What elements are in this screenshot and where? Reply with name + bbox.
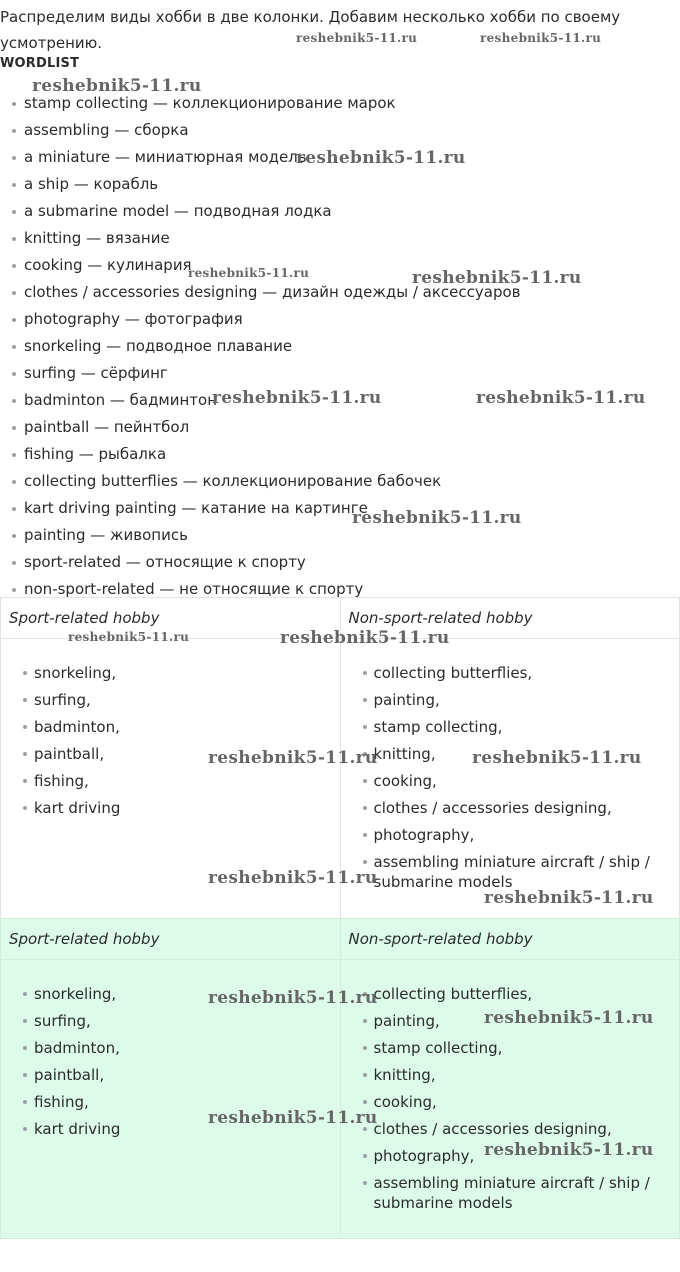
list-item [363, 825, 680, 845]
list-item [23, 690, 340, 710]
bullet-icon [12, 318, 16, 322]
bullet-icon [363, 1154, 367, 1158]
table-header-row [1, 919, 680, 960]
wordlist-item-text: painting — живопись [24, 526, 188, 544]
bullet-icon [12, 588, 16, 592]
hobby-text: paintball, [34, 745, 105, 763]
bullet-icon [363, 1073, 367, 1077]
table-header-row [1, 598, 680, 639]
list-item [23, 771, 340, 791]
table-cell [340, 639, 680, 920]
list-item [363, 663, 680, 683]
watermark: reshebnik5-11.ru [68, 630, 190, 644]
hobby-text: collecting butterflies, [373, 985, 533, 1003]
bullet-icon [363, 1181, 367, 1185]
list-item [23, 1119, 340, 1139]
wordlist-item-text: kart driving painting — катание на картинге [24, 499, 368, 517]
table-cell [1, 639, 341, 920]
sport-list [1, 960, 340, 1139]
sport-list [1, 639, 340, 818]
table-cell [1, 960, 341, 1239]
list-item [12, 441, 521, 468]
table-header-cell [340, 919, 680, 960]
sport-header: Sport-related hobby [9, 609, 160, 627]
list-item [363, 1065, 680, 1085]
bullet-icon [12, 237, 16, 241]
bullet-icon [23, 1127, 27, 1131]
list-item [12, 279, 521, 306]
list-item [12, 360, 521, 387]
list-item [12, 252, 521, 279]
list-item [363, 1011, 680, 1031]
watermark: reshebnik5-11.ru [280, 628, 450, 648]
bullet-icon [12, 102, 16, 106]
wordlist-item-text: a submarine model — подводная лодка [24, 202, 332, 220]
wordlist-item-text: cooking — кулинария [24, 256, 192, 274]
list-item [363, 1092, 680, 1112]
list-item [12, 387, 521, 414]
watermark: reshebnik5-11.ru [484, 1008, 654, 1028]
bullet-icon [12, 561, 16, 565]
list-item [12, 144, 521, 171]
list-item [12, 225, 521, 252]
hobby-text: cooking, [373, 1093, 437, 1111]
hobby-text: stamp collecting, [373, 718, 503, 736]
wordlist-item-text: a miniature — миниатюрная модель [24, 148, 307, 166]
wordlist-item-text: sport-related — относящие к спорту [24, 553, 306, 571]
list-item [23, 717, 340, 737]
watermark: reshebnik5-11.ru [208, 1108, 378, 1128]
hobby-text: badminton, [34, 718, 120, 736]
bullet-icon [12, 345, 16, 349]
wordlist [12, 90, 521, 603]
bullet-icon [363, 1046, 367, 1050]
hobby-text: painting, [373, 1012, 440, 1030]
bullet-icon [23, 752, 27, 756]
list-item [12, 90, 521, 117]
list-item [363, 1146, 680, 1166]
hobby-text: surfing, [34, 691, 91, 709]
bullet-icon [363, 1127, 367, 1131]
list-item [363, 984, 680, 1004]
wordlist-item-text: surfing — сёрфинг [24, 364, 168, 382]
bullet-icon [23, 1100, 27, 1104]
bullet-icon [12, 399, 16, 403]
wordlist-item-text: collecting butterflies — коллекционирование бабочек [24, 472, 442, 490]
list-item [12, 522, 521, 549]
hobby-text: collecting butterflies, [373, 664, 533, 682]
bullet-icon [363, 779, 367, 783]
watermark: reshebnik5-11.ru [472, 748, 642, 768]
list-item [23, 744, 340, 764]
list-item [363, 690, 680, 710]
bullet-icon [12, 129, 16, 133]
list-item [363, 744, 680, 764]
hobby-text: clothes / accessories designing, [373, 799, 612, 817]
list-item [23, 1092, 340, 1112]
bullet-icon [12, 183, 16, 187]
watermark: reshebnik5-11.ru [296, 148, 466, 168]
wordlist-item-text: badminton — бадминтон [24, 391, 218, 409]
bullet-icon [23, 1019, 27, 1023]
watermark: reshebnik5-11.ru [208, 988, 378, 1008]
hobby-text: assembling miniature aircraft / ship / submarine models [373, 853, 650, 891]
bullet-icon [23, 725, 27, 729]
wordlist-item-text: paintball — пейнтбол [24, 418, 190, 436]
intro-text: Распределим виды хобби в две колонки. Добавим несколько хобби по своему усмотрению. [0, 8, 621, 52]
list-item [12, 117, 521, 144]
bullet-icon [12, 210, 16, 214]
bullet-icon [12, 264, 16, 268]
nonsport-header: Non-sport-related hobby [348, 930, 533, 948]
hobby-text: assembling miniature aircraft / ship / submarine models [373, 1174, 650, 1212]
bullet-icon [12, 534, 16, 538]
watermark: reshebnik5-11.ru [208, 868, 378, 888]
wordlist-item-text: stamp collecting — коллекционирование марок [24, 94, 396, 112]
watermark: reshebnik5-11.ru [484, 888, 654, 908]
watermark: reshebnik5-11.ru [352, 508, 522, 528]
wordlist-title: WORDLIST [0, 56, 80, 71]
watermark: reshebnik5-11.ru [296, 31, 418, 45]
hobby-text: snorkeling, [34, 664, 117, 682]
hobby-text: kart driving [34, 799, 121, 817]
bullet-icon [23, 671, 27, 675]
hobby-table-highlighted [0, 918, 680, 1239]
list-item [363, 771, 680, 791]
table-header-cell [340, 598, 680, 639]
table-header-cell [1, 598, 341, 639]
list-item [363, 1038, 680, 1058]
bullet-icon [23, 1046, 27, 1050]
bullet-icon [363, 806, 367, 810]
hobby-text: kart driving [34, 1120, 121, 1138]
table-row [1, 639, 680, 920]
list-item [363, 852, 680, 892]
wordlist-item-text: snorkeling — подводное плавание [24, 337, 293, 355]
wordlist-item-text: a ship — корабль [24, 175, 159, 193]
nonsport-list [341, 960, 680, 1213]
list-item [12, 306, 521, 333]
wordlist-item-text: clothes / accessories designing — дизайн одежды / аксессуаров [24, 283, 521, 301]
nonsport-header: Non-sport-related hobby [348, 609, 533, 627]
hobby-text: clothes / accessories designing, [373, 1120, 612, 1138]
table-header-cell [1, 919, 341, 960]
list-item [363, 717, 680, 737]
hobby-text: paintball, [34, 1066, 105, 1084]
sport-header: Sport-related hobby [9, 930, 160, 948]
hobby-text: fishing, [34, 1093, 89, 1111]
list-item [12, 468, 521, 495]
watermark: reshebnik5-11.ru [476, 388, 646, 408]
list-item [12, 414, 521, 441]
hobby-text: photography, [373, 826, 475, 844]
watermark: reshebnik5-11.ru [480, 31, 602, 45]
bullet-icon [12, 426, 16, 430]
table-cell [340, 960, 680, 1239]
wordlist-item-text: assembling — сборка [24, 121, 189, 139]
list-item [23, 1011, 340, 1031]
list-item [363, 1173, 680, 1213]
bullet-icon [12, 291, 16, 295]
list-item [23, 984, 340, 1004]
wordlist-item-text: photography — фотография [24, 310, 243, 328]
bullet-icon [12, 372, 16, 376]
hobby-table [0, 597, 680, 920]
wordlist-item-text: non-sport-related — не относящие к спорту [24, 580, 364, 598]
watermark: reshebnik5-11.ru [208, 748, 378, 768]
hobby-text: knitting, [373, 1066, 436, 1084]
list-item [12, 495, 521, 522]
watermark: reshebnik5-11.ru [212, 388, 382, 408]
bullet-icon [23, 992, 27, 996]
hobby-text: photography, [373, 1147, 475, 1165]
bullet-icon [23, 779, 27, 783]
watermark: reshebnik5-11.ru [484, 1140, 654, 1160]
wordlist-item-text: knitting — вязание [24, 229, 170, 247]
bullet-icon [363, 752, 367, 756]
list-item [23, 1065, 340, 1085]
bullet-icon [363, 698, 367, 702]
bullet-icon [363, 671, 367, 675]
hobby-text: fishing, [34, 772, 89, 790]
bullet-icon [23, 1073, 27, 1077]
table-row [1, 960, 680, 1239]
list-item [363, 1119, 680, 1139]
hobby-text: painting, [373, 691, 440, 709]
hobby-text: snorkeling, [34, 985, 117, 1003]
bullet-icon [12, 480, 16, 484]
list-item [12, 171, 521, 198]
bullet-icon [23, 806, 27, 810]
hobby-text: badminton, [34, 1039, 120, 1057]
list-item [363, 798, 680, 818]
bullet-icon [23, 698, 27, 702]
hobby-text: surfing, [34, 1012, 91, 1030]
bullet-icon [363, 725, 367, 729]
bullet-icon [363, 1019, 367, 1023]
watermark: reshebnik5-11.ru [32, 76, 202, 96]
list-item [12, 549, 521, 576]
nonsport-list [341, 639, 680, 892]
list-item [12, 198, 521, 225]
bullet-icon [363, 833, 367, 837]
wordlist-item-text: fishing — рыбалка [24, 445, 167, 463]
list-item [23, 663, 340, 683]
hobby-text: knitting, [373, 745, 436, 763]
list-item [23, 1038, 340, 1058]
list-item [23, 798, 340, 818]
bullet-icon [363, 992, 367, 996]
hobby-text: stamp collecting, [373, 1039, 503, 1057]
bullet-icon [12, 156, 16, 160]
bullet-icon [363, 1100, 367, 1104]
bullet-icon [363, 860, 367, 864]
bullet-icon [12, 507, 16, 511]
bullet-icon [12, 453, 16, 457]
list-item [12, 333, 521, 360]
watermark: reshebnik5-11.ru [412, 268, 582, 288]
watermark: reshebnik5-11.ru [188, 266, 310, 280]
hobby-text: cooking, [373, 772, 437, 790]
